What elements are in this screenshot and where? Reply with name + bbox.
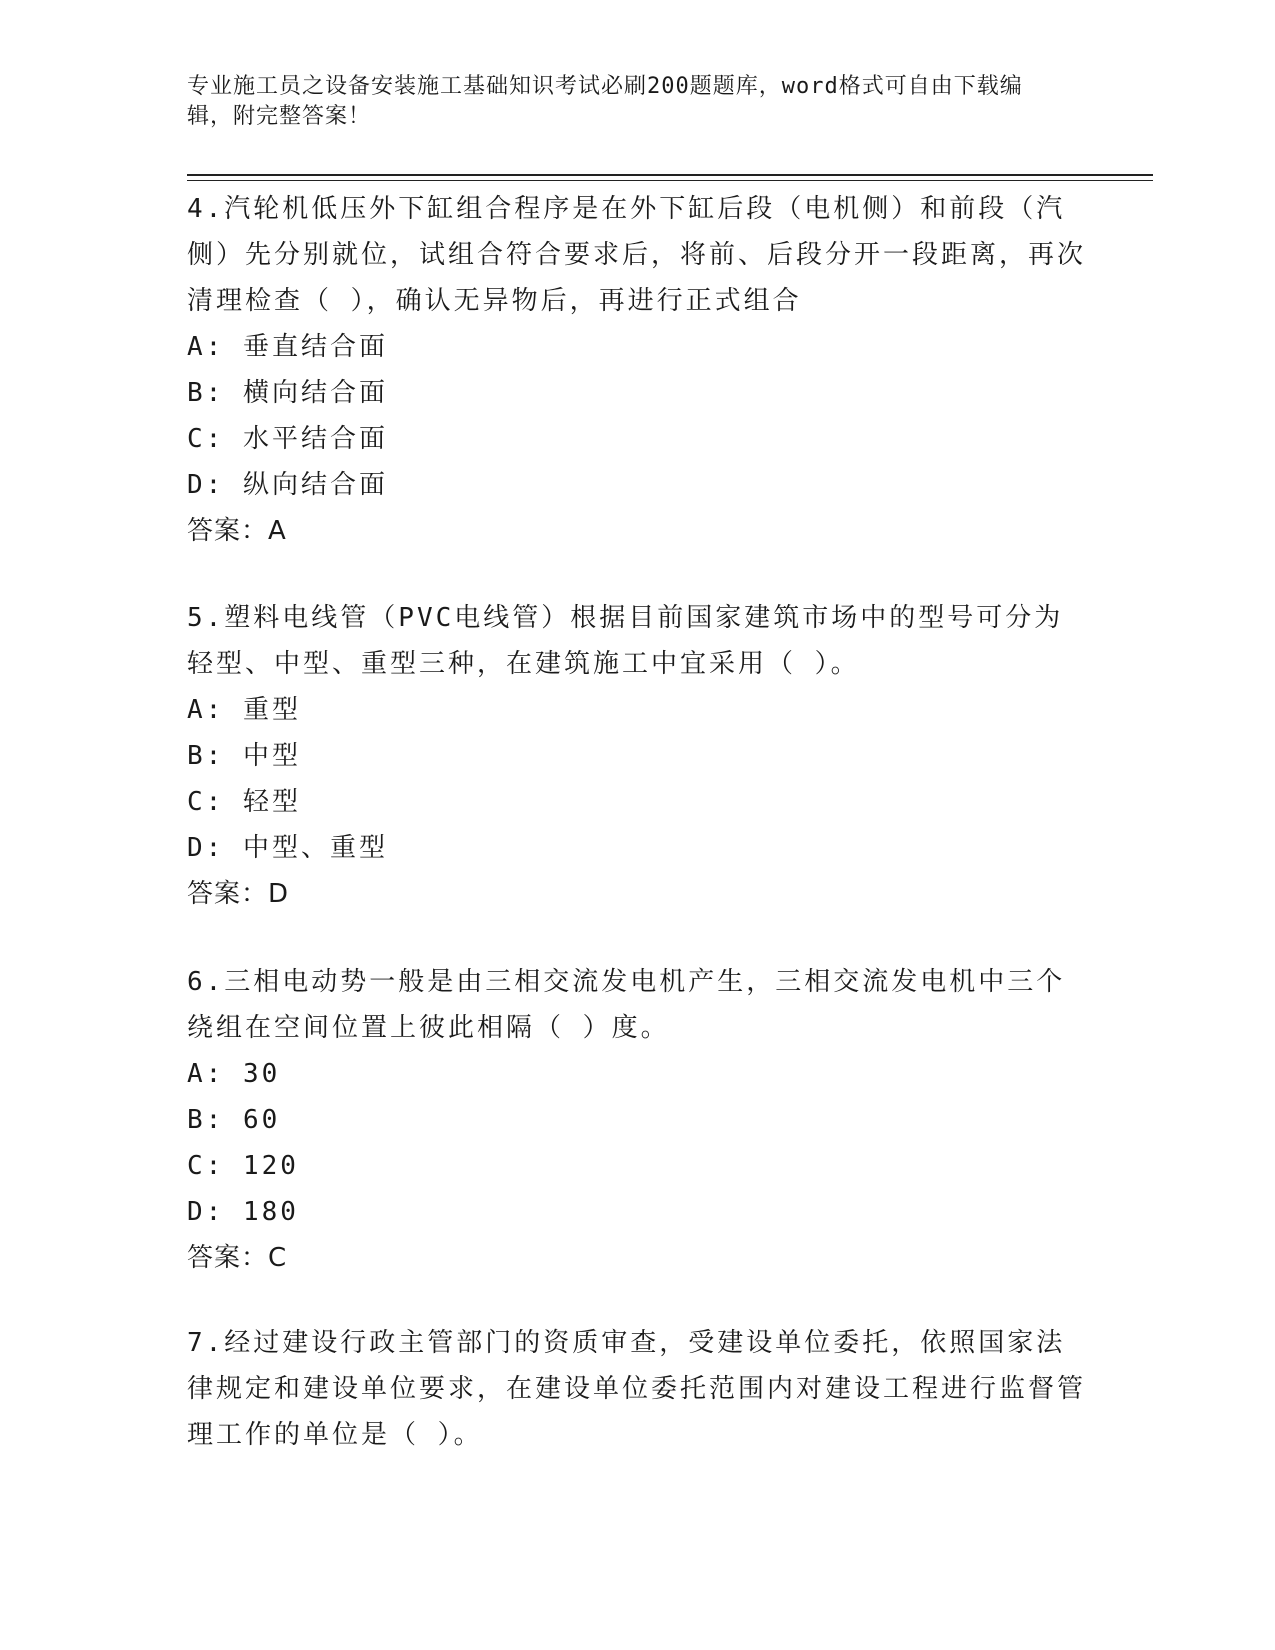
- option-b: B: 60: [187, 1105, 281, 1135]
- option-a: A: 重型: [187, 695, 301, 725]
- question-5: [187, 595, 1087, 917]
- question-4: [187, 186, 1087, 554]
- question-stem: 7.经过建设行政主管部门的资质审查，受建设单位委托，依照国家法律规定和建设单位要求，在建设单位委托范围内对建设工程进行监督管理工作的单位是（ ）。: [187, 1328, 1087, 1450]
- answer: 答案：A: [187, 516, 287, 546]
- question-stem: 5.塑料电线管（PVC电线管）根据目前国家建筑市场中的型号可分为轻型、中型、重型三种，在建筑施工中宜采用（ ）。: [187, 603, 1064, 679]
- question-stem: 6.三相电动势一般是由三相交流发电机产生，三相交流发电机中三个绕组在空间位置上彼此相隔（ ）度。: [187, 967, 1066, 1043]
- option-c: C: 120: [187, 1151, 299, 1181]
- option-c: C: 水平结合面: [187, 424, 388, 454]
- option-d: D: 纵向结合面: [187, 470, 388, 500]
- question-6: [187, 959, 1087, 1281]
- option-b: B: 横向结合面: [187, 378, 388, 408]
- option-a: A: 30: [187, 1059, 281, 1089]
- option-d: D: 180: [187, 1197, 299, 1227]
- question-stem: 4.汽轮机低压外下缸组合程序是在外下缸后段（电机侧）和前段（汽侧）先分别就位，试组合符合要求后，将前、后段分开一段距离，再次清理检查（ ），确认无异物后，再进行正式组合: [187, 194, 1087, 316]
- option-b: B: 中型: [187, 741, 301, 771]
- answer: 答案：C: [187, 1243, 288, 1273]
- header-divider-thick: [187, 174, 1153, 176]
- header-divider-thin: [187, 180, 1153, 181]
- document-header: 专业施工员之设备安装施工基础知识考试必刷200题题库，word格式可自由下载编辑，附完整答案！: [187, 74, 1023, 129]
- question-7: [187, 1320, 1087, 1458]
- option-a: A: 垂直结合面: [187, 332, 388, 362]
- option-d: D: 中型、重型: [187, 833, 388, 863]
- answer: 答案：D: [187, 879, 290, 909]
- option-c: C: 轻型: [187, 787, 301, 817]
